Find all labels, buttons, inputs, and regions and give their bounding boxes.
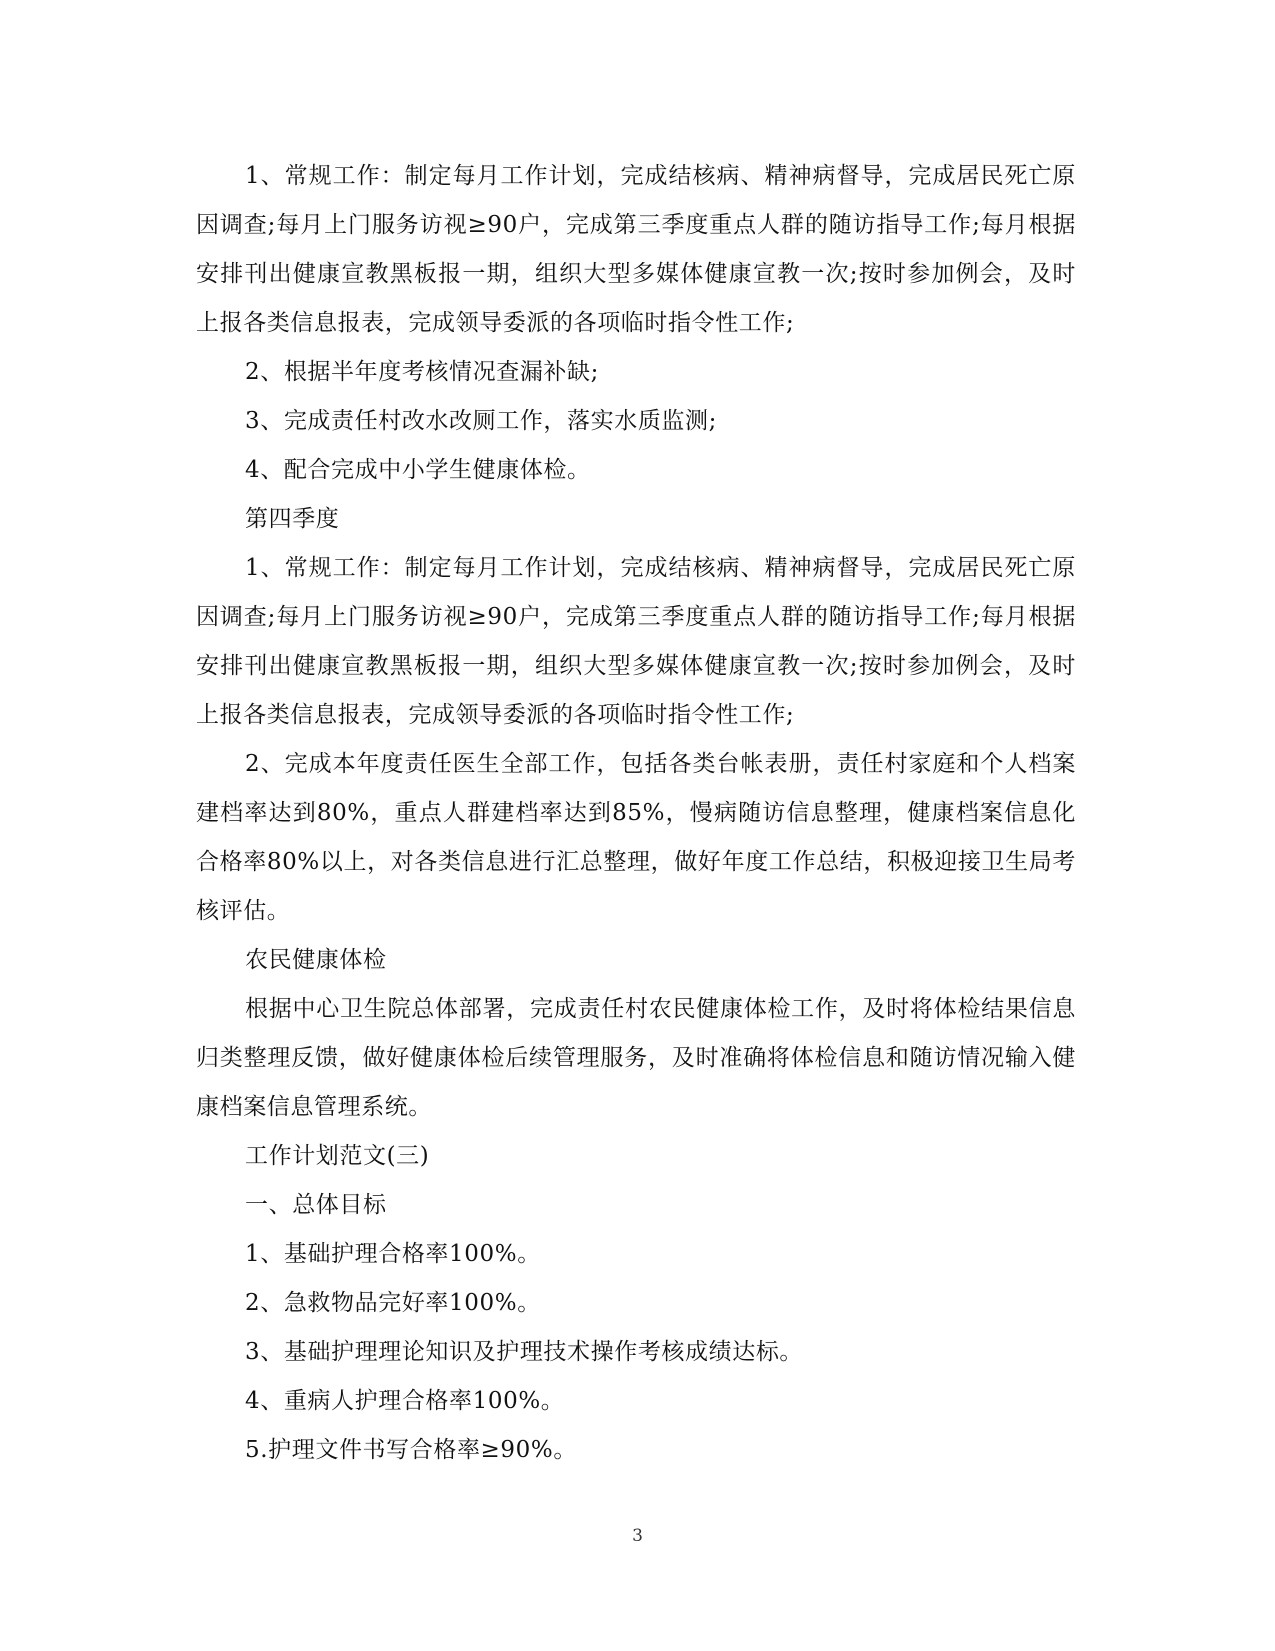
paragraph-q3-routine-work: 1、常规工作：制定每月工作计划，完成结核病、精神病督导，完成居民死亡原因调查;每月上门服务访视≥90户，完成第三季度重点人群的随访指导工作;每月根据安排刊出健康宣教黑板报一期，组织大型多媒体健康宣教一次;按时参加例会，及时上报各类信息报表，完成领导委派的各项临时指令性工作; [196, 163, 1076, 336]
paragraph-q4-routine-work: 1、常规工作：制定每月工作计划，完成结核病、精神病督导，完成居民死亡原因调查;每月上门服务访视≥90户，完成第三季度重点人群的随访指导工作;每月根据安排刊出健康宣教黑板报一期，组织大型多媒体健康宣教一次;按时参加例会，及时上报各类信息报表，完成领导委派的各项临时指令性工作; [196, 555, 1076, 728]
section-heading-farmer-checkup: 农民健康体检 [245, 947, 387, 973]
paragraph-farmer-checkup: 根据中心卫生院总体部署，完成责任村农民健康体检工作，及时将体检结果信息归类整理反馈，做好健康体检后续管理服务，及时准确将体检信息和随访情况输入健康档案信息管理系统。 [196, 996, 1076, 1120]
document-body [196, 152, 1076, 1475]
page-number: 3 [632, 1526, 643, 1546]
goal-item-critical-care: 4、重病人护理合格率100%。 [245, 1388, 565, 1414]
section-heading-q4: 第四季度 [245, 506, 340, 532]
goal-item-basic-care: 1、基础护理合格率100%。 [245, 1241, 541, 1267]
goal-item-emergency-supplies: 2、急救物品完好率100%。 [245, 1290, 541, 1316]
section-heading-sample-three: 工作计划范文(三) [245, 1143, 430, 1169]
paragraph-q3-student-checkup: 4、配合完成中小学生健康体检。 [245, 457, 591, 483]
goal-item-skills-assessment: 3、基础护理理论知识及护理技术操作考核成绩达标。 [245, 1339, 804, 1365]
paragraph-q3-review: 2、根据半年度考核情况查漏补缺; [245, 359, 599, 385]
goal-item-documentation: 5.护理文件书写合格率≥90%。 [245, 1437, 577, 1463]
paragraph-q4-annual-work: 2、完成本年度责任医生全部工作，包括各类台帐表册，责任村家庭和个人档案建档率达到80%，重点人群建档率达到85%，慢病随访信息整理，健康档案信息化合格率80%以上，对各类信息进行汇总整理，做好年度工作总结，积极迎接卫生局考核评估。 [196, 751, 1076, 924]
section-heading-overall-goals: 一、总体目标 [245, 1192, 387, 1218]
paragraph-q3-water-sanitation: 3、完成责任村改水改厕工作，落实水质监测; [245, 408, 717, 434]
